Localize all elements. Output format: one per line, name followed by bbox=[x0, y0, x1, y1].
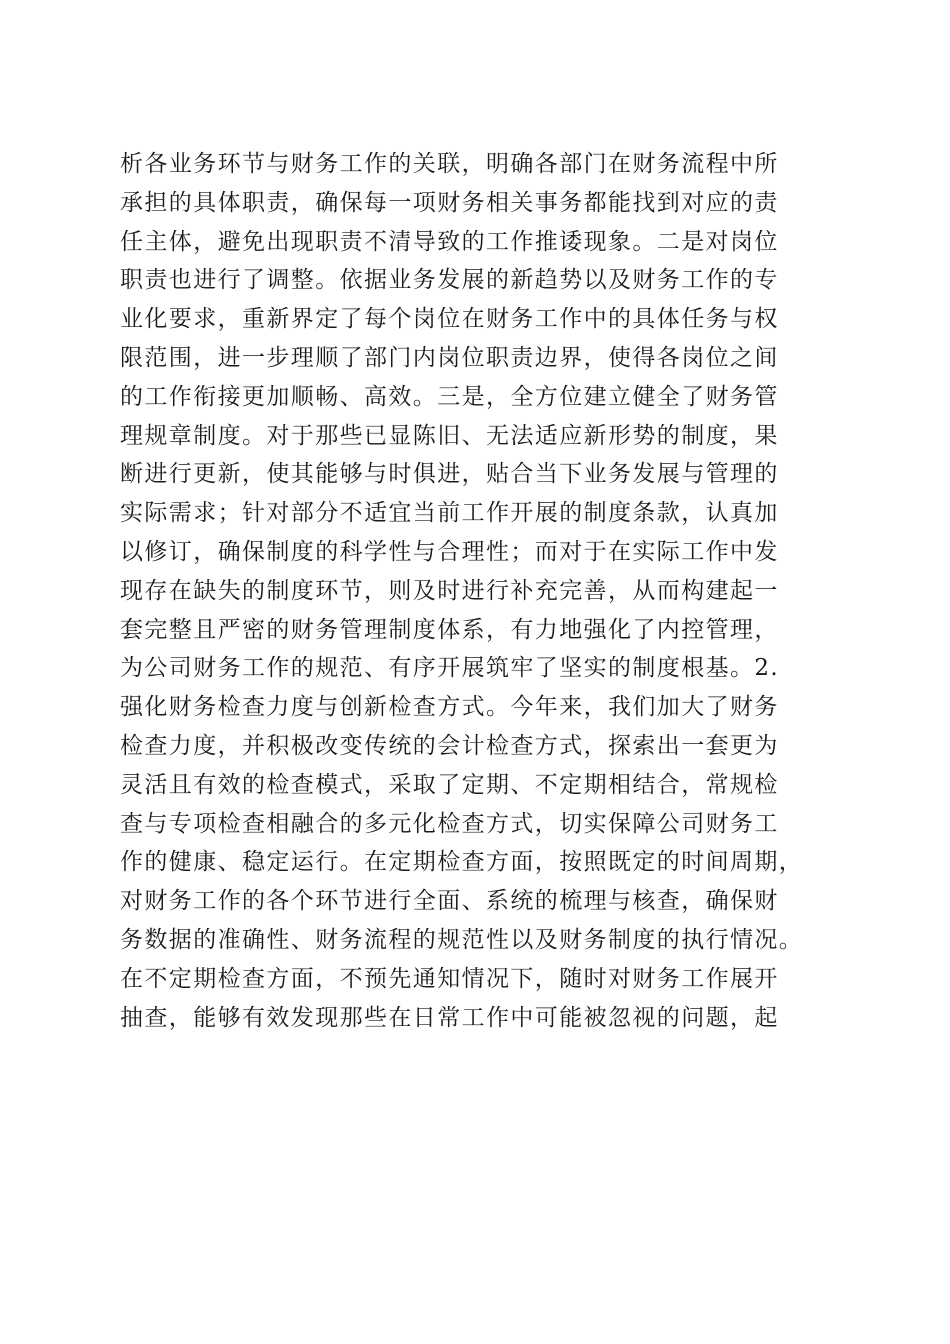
text-line: 在不定期检查方面，不预先通知情况下，随时对财务工作展开 bbox=[120, 965, 779, 992]
text-line: 务数据的准确性、财务流程的规范性以及财务制度的执行情况。 bbox=[120, 926, 804, 953]
text-line: 理规章制度。对于那些已显陈旧、无法适应新形势的制度，果 bbox=[120, 422, 779, 449]
text-line: 限范围，进一步理顺了部门内岗位职责边界，使得各岗位之间 bbox=[120, 344, 779, 371]
text-line: 作的健康、稳定运行。在定期检查方面，按照既定的时间周期， bbox=[120, 849, 804, 876]
text-line: 断进行更新，使其能够与时俱进，贴合当下业务发展与管理的 bbox=[120, 461, 779, 488]
text-line: 对财务工作的各个环节进行全面、系统的梳理与核查，确保财 bbox=[120, 888, 779, 915]
text-line: 职责也进行了调整。依据业务发展的新趋势以及财务工作的专 bbox=[120, 267, 779, 294]
text-line: 灵活且有效的检查模式，采取了定期、不定期相结合，常规检 bbox=[120, 771, 779, 798]
text-line: 业化要求，重新界定了每个岗位在财务工作中的具体任务与权 bbox=[120, 306, 779, 333]
text-line: 的工作衔接更加顺畅、高效。三是，全方位建立健全了财务管 bbox=[120, 383, 779, 410]
text-line: 为公司财务工作的规范、有序开展筑牢了坚实的制度根基。2. bbox=[120, 655, 780, 682]
text-line: 查与专项检查相融合的多元化检查方式，切实保障公司财务工 bbox=[120, 810, 779, 837]
text-line: 检查力度，并积极改变传统的会计检查方式，探索出一套更为 bbox=[120, 732, 779, 759]
text-line: 承担的具体职责，确保每一项财务相关事务都能找到对应的责 bbox=[120, 189, 779, 216]
text-line: 抽查，能够有效发现那些在日常工作中可能被忽视的问题，起 bbox=[120, 1004, 779, 1031]
text-line: 任主体，避免出现职责不清导致的工作推诿现象。二是对岗位 bbox=[120, 228, 779, 255]
text-line: 强化财务检查力度与创新检查方式。今年来，我们加大了财务 bbox=[120, 694, 779, 721]
text-line: 套完整且严密的财务管理制度体系，有力地强化了内控管理， bbox=[120, 616, 779, 643]
body-text bbox=[120, 145, 840, 1037]
text-line: 析各业务环节与财务工作的关联，明确各部门在财务流程中所 bbox=[120, 151, 779, 177]
text-line: 现存在缺失的制度环节，则及时进行补充完善，从而构建起一 bbox=[120, 577, 779, 604]
text-line: 实际需求；针对部分不适宜当前工作开展的制度条款，认真加 bbox=[120, 500, 779, 527]
text-line: 以修订，确保制度的科学性与合理性；而对于在实际工作中发 bbox=[120, 538, 779, 565]
